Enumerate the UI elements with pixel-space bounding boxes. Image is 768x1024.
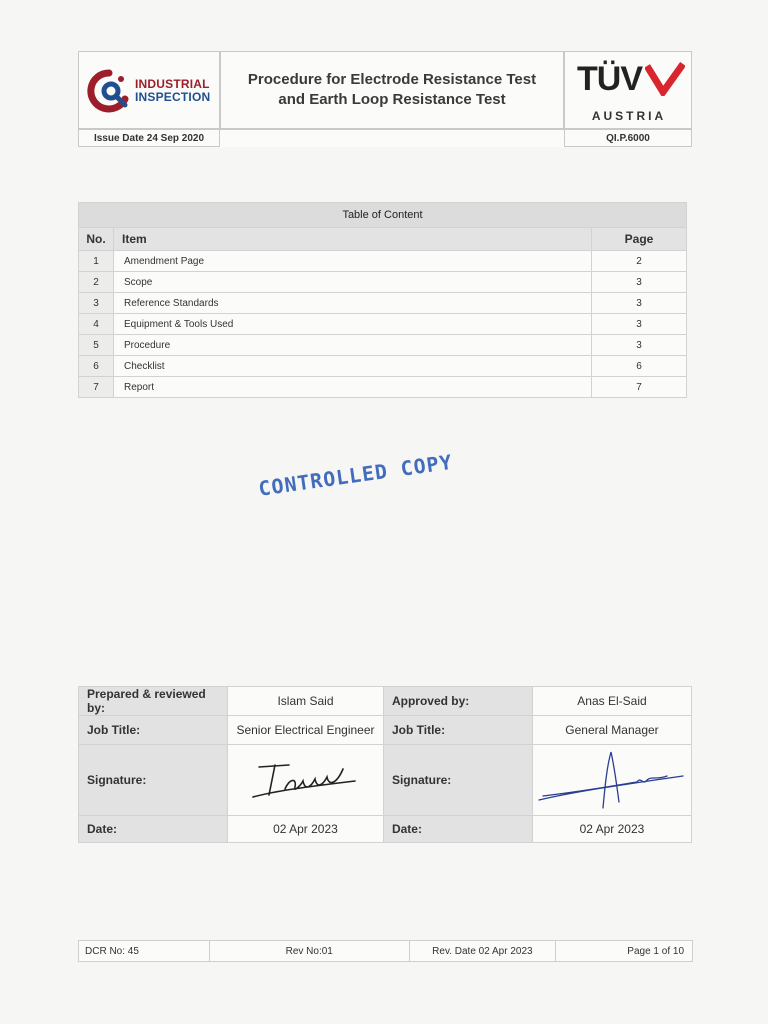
document-title-cell <box>220 51 564 129</box>
toc-row-page: 3 <box>592 314 687 335</box>
document-title-line1: Procedure for Electrode Resistance Test <box>247 71 537 88</box>
prepared-by-label: Prepared & reviewed by: <box>79 687 228 716</box>
table-row <box>79 314 687 335</box>
toc-row-no: 7 <box>79 377 114 398</box>
toc-row-page: 3 <box>592 293 687 314</box>
company-logo-cell <box>78 51 220 129</box>
controlled-copy-stamp: CONTROLLED COPY <box>257 449 455 501</box>
table-row <box>79 356 687 377</box>
signature-label: Signature: <box>79 745 228 816</box>
tuv-logo <box>577 60 642 99</box>
toc-header-page: Page <box>592 228 687 251</box>
prepared-signature-icon <box>245 755 365 805</box>
certification-logo-cell <box>564 51 692 129</box>
table-of-content <box>78 202 687 398</box>
company-name-line1: INDUSTRIAL <box>135 77 210 91</box>
prepared-date: 02 Apr 2023 <box>228 816 384 843</box>
date-label: Date: <box>79 816 228 843</box>
toc-row-page: 6 <box>592 356 687 377</box>
toc-row-no: 2 <box>79 272 114 293</box>
document-code: QI.P.6000 <box>564 129 692 147</box>
tuv-check-icon <box>645 62 685 96</box>
table-row <box>79 293 687 314</box>
table-row <box>79 251 687 272</box>
table-row <box>79 272 687 293</box>
approved-signature <box>532 745 691 816</box>
toc-row-page: 3 <box>592 335 687 356</box>
toc-row-item: Reference Standards <box>114 293 592 314</box>
tuv-subtitle: AUSTRIA <box>591 109 667 123</box>
approved-date: 02 Apr 2023 <box>532 816 691 843</box>
toc-row-no: 5 <box>79 335 114 356</box>
document-header <box>78 51 692 147</box>
toc-title: Table of Content <box>79 203 687 228</box>
job-title-label: Job Title: <box>383 716 532 745</box>
header-spacer <box>220 129 564 147</box>
toc-row-no: 4 <box>79 314 114 335</box>
toc-row-item: Checklist <box>114 356 592 377</box>
revision-number: Rev No:01 <box>209 940 410 962</box>
toc-row-no: 1 <box>79 251 114 272</box>
toc-row-item: Amendment Page <box>114 251 592 272</box>
signature-label: Signature: <box>383 745 532 816</box>
company-name-line2: INSPECTION <box>135 90 211 104</box>
company-name <box>135 78 210 104</box>
job-title-label: Job Title: <box>79 716 228 745</box>
approved-job-title: General Manager <box>532 716 691 745</box>
toc-header-no: No. <box>79 228 114 251</box>
toc-row-page: 3 <box>592 272 687 293</box>
prepared-by-name: Islam Said <box>228 687 384 716</box>
approved-by-label: Approved by: <box>383 687 532 716</box>
issue-date: Issue Date 24 Sep 2020 <box>78 129 220 147</box>
page-number: Page 1 of 10 <box>555 940 693 962</box>
document-title-line2: and Earth Loop Resistance Test <box>278 91 506 108</box>
toc-row-item: Scope <box>114 272 592 293</box>
approved-by-name: Anas El-Said <box>532 687 691 716</box>
toc-row-no: 6 <box>79 356 114 377</box>
approved-signature-icon <box>533 746 691 814</box>
dcr-number: DCR No: 45 <box>78 940 210 962</box>
revision-date: Rev. Date 02 Apr 2023 <box>409 940 557 962</box>
toc-row-item: Procedure <box>114 335 592 356</box>
toc-header-item: Item <box>114 228 592 251</box>
signoff-table <box>78 686 692 843</box>
table-row <box>79 335 687 356</box>
prepared-job-title: Senior Electrical Engineer <box>228 716 384 745</box>
toc-row-page: 2 <box>592 251 687 272</box>
industrial-inspection-logo-icon <box>85 67 133 115</box>
toc-row-item: Report <box>114 377 592 398</box>
toc-row-item: Equipment & Tools Used <box>114 314 592 335</box>
document-footer <box>78 940 692 962</box>
date-label: Date: <box>383 816 532 843</box>
table-row <box>79 377 687 398</box>
toc-row-no: 3 <box>79 293 114 314</box>
prepared-signature <box>228 745 384 816</box>
tuv-logo-text: TÜV <box>577 60 642 98</box>
toc-row-page: 7 <box>592 377 687 398</box>
